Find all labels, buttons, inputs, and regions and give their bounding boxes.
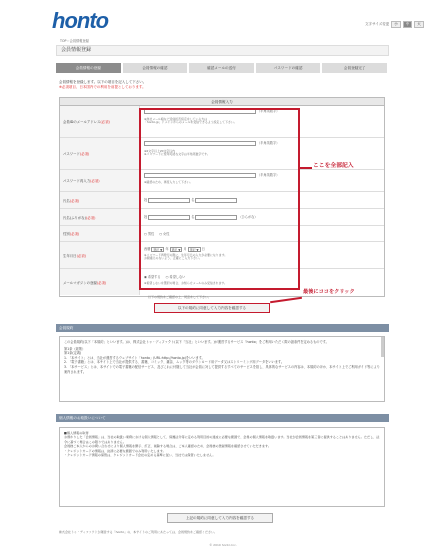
newsletter-note: ※希望しないを選択の場合、お知らせメールのみ受信されます。 [144, 281, 227, 285]
female-label: 女性 [163, 232, 170, 236]
step-password: パスワードの確認 [256, 63, 321, 73]
gender-label: 性別 (必須) [60, 226, 140, 241]
newsletter-no-label: 希望しない [169, 275, 186, 279]
step-email: 確認メールの送付 [189, 63, 254, 73]
page-title: 会員情報登録 [56, 45, 389, 56]
day-label: 日 [201, 247, 205, 251]
terms-scrollbar[interactable] [381, 337, 384, 357]
progress-steps [56, 63, 389, 73]
password-note2: ※パスワードに使用可能な文字は半角英数字です。 [144, 152, 210, 157]
terms-p1: この会員規約(以下「本規約」といいます。)は、株式会社トゥ・ディファクト(以下「当社」といいます。)が運営するサービス「honto」をご利用いただく際の諸条件を定めるものです。 [64, 340, 329, 344]
first-kana-label: 名 [191, 215, 195, 219]
year-select[interactable]: 選択 ▼ [153, 247, 163, 252]
breadcrumb: TOP›会員情報登録 [60, 39, 89, 43]
click-last-annotation: 最後にココをクリック [303, 289, 355, 295]
month-label: 月 [183, 247, 187, 251]
terms-box[interactable] [59, 336, 385, 402]
male-radio[interactable]: ○ [144, 232, 147, 236]
terms-section-header: 会員規約 [56, 324, 389, 332]
email-note1: ※他社メール時など受信拒否設定をしている方は [144, 116, 208, 121]
era-label: 西暦 [144, 247, 151, 251]
breadcrumb-current: 会員情報登録 [69, 39, 89, 43]
privacy-box[interactable] [59, 427, 385, 507]
female-radio[interactable]: ○ [159, 232, 162, 236]
step-confirm: 会員情報の確認 [123, 63, 188, 73]
privacy-p4: ・クレジットカードの情報は、決済に必要な範囲でのみ利用いたします。 [64, 448, 166, 453]
month-select[interactable]: 選択 ▼ [171, 247, 181, 252]
newsletter-yes-radio[interactable]: ◉ [144, 275, 147, 279]
agree-confirm-button-bottom[interactable]: 上記の規約に同意して入力内容を確認する [167, 513, 273, 523]
fill-highlight-box [139, 108, 300, 290]
footer-note: 株式会社トゥ・ディファクトが運営する「honto」の、本サイトのご利用にあたっては、会員規約をご確認ください。 [59, 530, 217, 534]
name-kana-label: 氏名(ふりがな) (必須) [60, 209, 140, 225]
terms-p6: 3. 「本サービス」とは、本サイトでの電子書籍の配信サービス、及びこれに付随して当社が会員に対して提供するすべてのサービスを指し、具体的なサービスの内容は、本規約のほか、本サイト上でご利用ガイド等により案内されます。 [64, 364, 380, 374]
privacy-section-header: 個人情報のお取扱いについて [56, 414, 389, 422]
privacy-p2: お預かりした「会員情報」は、当社の取扱い業務における個人情報として、保護法令等に定める利用目的の達成に必要な範囲で、会員の個人情報を取扱います。当社が会員情報を第三者に提供することはありません。ただし、法令に基づく場合はこの限りではありません。 [64, 435, 380, 444]
password-confirm-label: パスワード再入力 (必須) [60, 170, 140, 191]
terms-p2: 第1条（総則） [64, 346, 86, 351]
font-large-button[interactable]: 大 [414, 21, 424, 28]
terms-p3: 第1条(定義) [64, 351, 82, 356]
copyright: © 2010 honto Inc. [209, 543, 237, 547]
font-size-label: 文字サイズ変更 [365, 22, 390, 26]
last-name-label: 姓 [144, 198, 148, 202]
agree-confirm-button[interactable]: 以下の規約に同意して入力内容を確認する [154, 303, 270, 313]
font-small-button[interactable]: 小 [391, 21, 401, 28]
intro-line2: ※必須項目、日本国内での利用を前提としております。 [59, 85, 146, 89]
password-hint: （半角英数字） [257, 141, 280, 145]
password-note1: ※6文字以上20文字以内 [144, 148, 176, 153]
newsletter-label: メールマガジンの登録 (必須) [60, 269, 140, 295]
privacy-p3: 会員様ご本人からのお問い合わせにより個人情報を開示、訂正、削除する場合は、ご本人確認のため、会員様の登録情報を確認させていただきます。 [64, 444, 271, 449]
privacy-p5: ・クレジットカード情報の保管は、クレジットカード会社の定める基準に従い、当社では保管いたしません。 [64, 453, 216, 458]
font-medium-button[interactable]: 中 [403, 21, 413, 28]
step-register: 会員情報の登録 [56, 63, 121, 73]
name-label: 氏名 (必須) [60, 192, 140, 208]
newsletter-yes-label: 希望する [147, 275, 161, 279]
male-label: 男性 [147, 232, 155, 236]
step-complete: 会員登録完了 [322, 63, 387, 73]
email-note2: 「honto.jp」ドメインからのメールを受信できるよう設定して下さい。 [144, 120, 237, 125]
newsletter-no-radio[interactable]: ○ [165, 275, 169, 279]
password-confirm-hint: （半角英数字） [257, 173, 280, 177]
email-label: 会員IDのメールアドレス (必須) [60, 106, 140, 137]
font-size-switcher [365, 21, 424, 28]
kana-hint: （ひらがな） [238, 215, 258, 219]
email-hint: （半角英数字） [257, 109, 280, 113]
breadcrumb-top-link[interactable]: TOP [60, 39, 67, 43]
birthdate-note1: ※パスワード再発行の際に、生年月日の入力が必要になります。 [144, 252, 228, 257]
click-arrow [270, 297, 302, 303]
birthdate-label: 生年月日 (必須) [60, 242, 140, 268]
password-confirm-note: ※確認のため、再度入力して下さい。 [144, 179, 193, 184]
terms-p4: 1. 「本サイト」とは、当社が運営するウェブサイト「honto」(URL:http://honto.jp)をいいます。 [64, 355, 205, 360]
last-kana-label: 姓 [144, 215, 148, 219]
agree-note: 以下の規約をご確認の上、同意をして下さい。 [148, 295, 212, 299]
birthdate-note2: お間違えのないよう、正確にご入力下さい。 [144, 256, 202, 261]
terms-p5: 2. 「電子書籍」とは、本サイト上で当社が提供する、書籍、コミック、雑誌、ムック等のダウンロード用データ又はストリーミング用データをいいます。 [64, 360, 285, 365]
form-header: 会員情報入力 [60, 98, 384, 106]
privacy-p1: ■個人情報の取得 [64, 431, 89, 435]
year-label: 年 [165, 247, 169, 251]
password-label: パスワード (必須) [60, 138, 140, 169]
intro-text [59, 80, 146, 90]
first-name-label: 名 [191, 198, 195, 202]
day-select[interactable]: 選択 ▼ [189, 247, 199, 252]
honto-logo[interactable]: honto [52, 8, 109, 33]
fill-arrow [300, 167, 312, 169]
intro-line1: 会員情報を登録します。以下の項目を記入して下さい。 [59, 80, 147, 84]
fill-all-annotation: ここを全部記入 [313, 163, 354, 169]
